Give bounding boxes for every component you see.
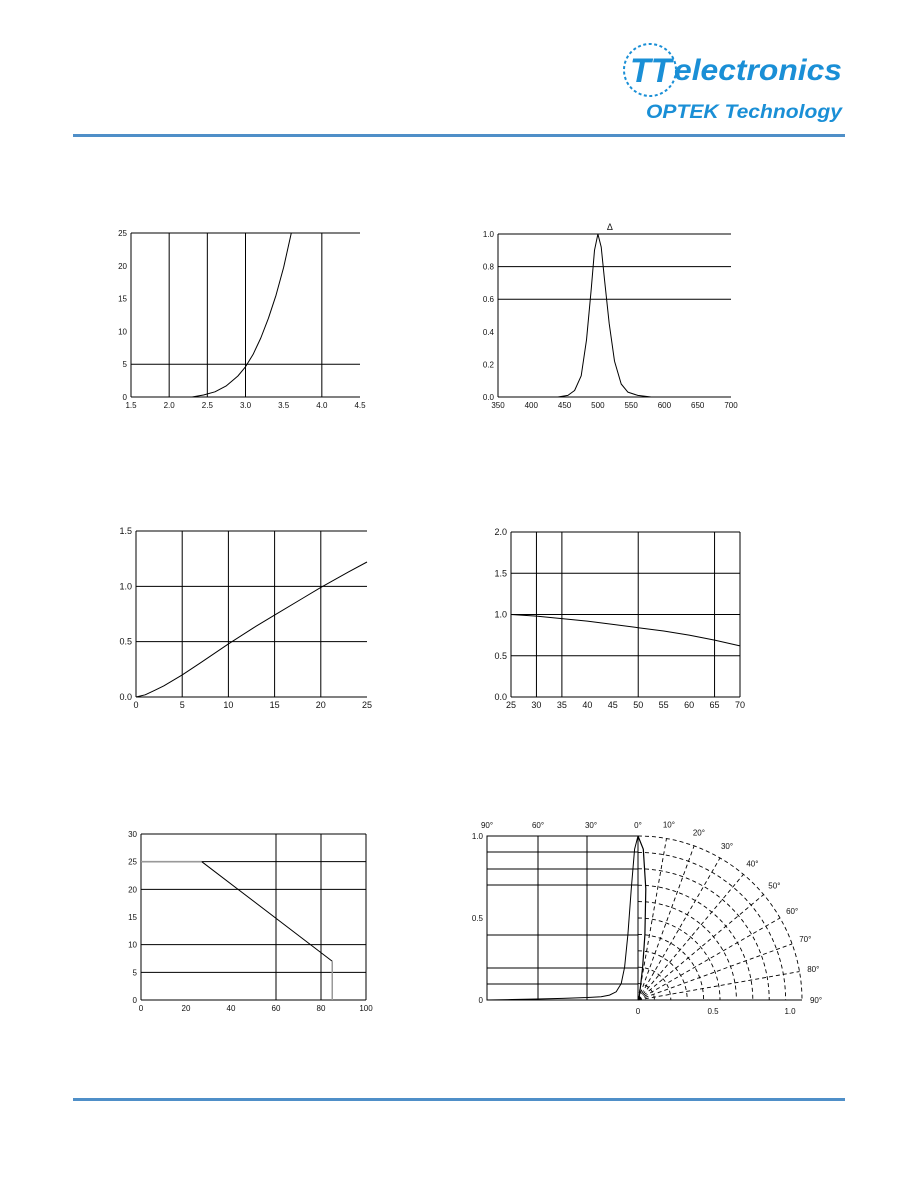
y-tick-label: 25 xyxy=(118,229,127,238)
polar-radial-line xyxy=(638,858,720,1000)
x-tick-label: 40 xyxy=(582,700,593,710)
x-tick-label: 4.5 xyxy=(354,401,366,410)
x-tick-label: 70 xyxy=(734,700,746,710)
x-tick-label: 2.0 xyxy=(163,401,175,410)
y-tick-label: 0.5 xyxy=(119,636,132,647)
x-tick-label: 30 xyxy=(531,700,542,710)
y-tick-label: 0.0 xyxy=(494,692,507,702)
y-tick-label: 0.4 xyxy=(482,327,494,337)
y-tick-label: 20 xyxy=(128,885,137,895)
x-tick-label: 3.5 xyxy=(278,401,290,410)
series-line-polar xyxy=(638,836,646,1000)
x-tick-label: 100 xyxy=(359,1004,373,1013)
top-angle-label: 30° xyxy=(584,821,598,830)
x-tick-label: 400 xyxy=(524,401,538,410)
y-tick-label: 0.2 xyxy=(482,360,494,370)
logo-graphic xyxy=(616,40,846,124)
y-tick-label: 0.5 xyxy=(471,914,483,923)
y-tick-label: 2.0 xyxy=(494,527,507,537)
polar-radial-line xyxy=(638,838,666,1000)
y-tick-label: 10 xyxy=(128,940,137,950)
x-tick-label: 20 xyxy=(181,1004,191,1013)
y-tick-label: 1.0 xyxy=(494,609,507,620)
x-tick-label: 25 xyxy=(505,700,517,710)
polar-radial-line xyxy=(638,895,764,1000)
series-line xyxy=(511,615,740,646)
header-rule xyxy=(73,134,845,137)
y-tick-label: 0.5 xyxy=(494,650,507,661)
polar-arc xyxy=(638,918,720,1000)
y-tick-label: 25 xyxy=(128,857,137,867)
x-tick-label: 35 xyxy=(556,700,567,710)
x-tick-label: 25 xyxy=(361,700,373,710)
y-tick-label: 15 xyxy=(118,294,127,304)
x-tick-label: 3.0 xyxy=(239,401,252,410)
polar-arc xyxy=(638,852,786,1000)
y-tick-label: 20 xyxy=(118,261,127,271)
polar-angle-label: 50° xyxy=(768,881,781,891)
series-line xyxy=(498,234,731,397)
polar-left-frame xyxy=(487,836,638,1000)
x-tick-label: 50 xyxy=(633,700,644,710)
x-tick-label: 2.5 xyxy=(201,401,213,410)
polar-radial-line xyxy=(638,972,800,1000)
x-tick-label: 15 xyxy=(269,700,280,710)
polar-angle-label: 60° xyxy=(786,907,799,916)
polar-radial-line xyxy=(638,874,743,1000)
y-tick-label: 5 xyxy=(132,968,137,978)
x-tick-label: 80 xyxy=(316,1004,326,1013)
y-tick-label: 5 xyxy=(122,360,127,370)
x-tick-label: 0 xyxy=(133,700,139,710)
polar-angle-label: 80° xyxy=(807,965,820,975)
polar-radial-line xyxy=(638,918,780,1000)
series-line xyxy=(136,562,367,697)
top-angle-label: 0° xyxy=(634,821,642,830)
series-line xyxy=(192,233,291,397)
polar-angle-label: 30° xyxy=(720,841,734,851)
polar-angle-label: 40° xyxy=(746,859,759,869)
brand-name: electronics xyxy=(674,54,842,87)
x-tick-label: 550 xyxy=(624,401,638,410)
y-tick-label: 0.8 xyxy=(482,262,494,272)
x-tick-label: 4.0 xyxy=(316,401,328,410)
x-tick-label: 600 xyxy=(657,401,672,410)
y-tick-label: 15 xyxy=(128,913,137,922)
x-tick-label: 10 xyxy=(223,700,234,710)
polar-angle-label: 10° xyxy=(662,820,675,830)
x-tick-label: 65 xyxy=(709,700,720,710)
y-tick-label: 1.0 xyxy=(471,832,483,841)
x-tick-label: 55 xyxy=(658,700,669,710)
y-tick-label: 0.6 xyxy=(482,295,494,305)
y-tick-label: 10 xyxy=(118,327,127,337)
x-tick-label: 0.5 xyxy=(707,1007,719,1016)
x-tick-label: 500 xyxy=(591,401,605,410)
polar-arc xyxy=(638,885,753,1000)
tt-electronics-logo xyxy=(616,40,846,124)
x-tick-label: 5 xyxy=(179,700,185,710)
polar-arc xyxy=(638,902,736,1000)
y-tick-label: 30 xyxy=(128,830,137,839)
polar-arc xyxy=(638,836,802,1000)
x-tick-label: 1.0 xyxy=(784,1007,796,1016)
x-tick-label: 1.5 xyxy=(125,401,137,410)
series-line-rectangular xyxy=(487,836,638,1000)
polar-radial-line xyxy=(638,944,792,1000)
polar-arc xyxy=(638,951,687,1000)
x-tick-label: 450 xyxy=(557,401,572,410)
series-line xyxy=(141,862,332,962)
polar-arc xyxy=(638,934,704,1000)
y-tick-label: 1.5 xyxy=(119,526,132,536)
polar-radial-line xyxy=(638,846,694,1000)
y-tick-label: 1.0 xyxy=(482,230,494,239)
y-tick-label: 1.0 xyxy=(119,581,132,592)
x-tick-label: 650 xyxy=(691,401,705,410)
peak-annotation: Δ xyxy=(606,222,613,232)
logo-mark: TT xyxy=(630,52,672,90)
x-tick-label: 0 xyxy=(138,1004,144,1013)
x-tick-label: 40 xyxy=(226,1004,236,1013)
x-tick-label: 700 xyxy=(724,401,738,410)
polar-angle-label: 90° xyxy=(809,996,823,1005)
x-tick-label: 45 xyxy=(607,700,618,710)
y-tick-label: 0 xyxy=(122,393,127,402)
top-angle-label: 60° xyxy=(531,821,545,830)
y-tick-label: 0 xyxy=(478,996,483,1005)
x-tick-label: 0 xyxy=(635,1007,641,1016)
polar-angle-label: 20° xyxy=(692,828,705,838)
top-angle-label: 90° xyxy=(480,821,494,830)
brand-sub: OPTEK Technology xyxy=(646,102,844,123)
polar-arc xyxy=(638,984,654,1000)
polar-arc xyxy=(638,967,671,1000)
y-tick-label: 0.0 xyxy=(119,692,132,702)
x-tick-label: 60 xyxy=(271,1004,281,1013)
polar-angle-label: 70° xyxy=(799,935,812,945)
x-tick-label: 60 xyxy=(684,700,695,710)
polar-arc xyxy=(638,869,769,1000)
footer-rule xyxy=(73,1098,845,1101)
y-tick-label: 1.5 xyxy=(494,568,507,579)
y-tick-label: 0.0 xyxy=(482,393,494,402)
x-tick-label: 350 xyxy=(491,401,505,410)
y-tick-label: 0 xyxy=(132,996,137,1005)
x-tick-label: 20 xyxy=(315,700,326,710)
